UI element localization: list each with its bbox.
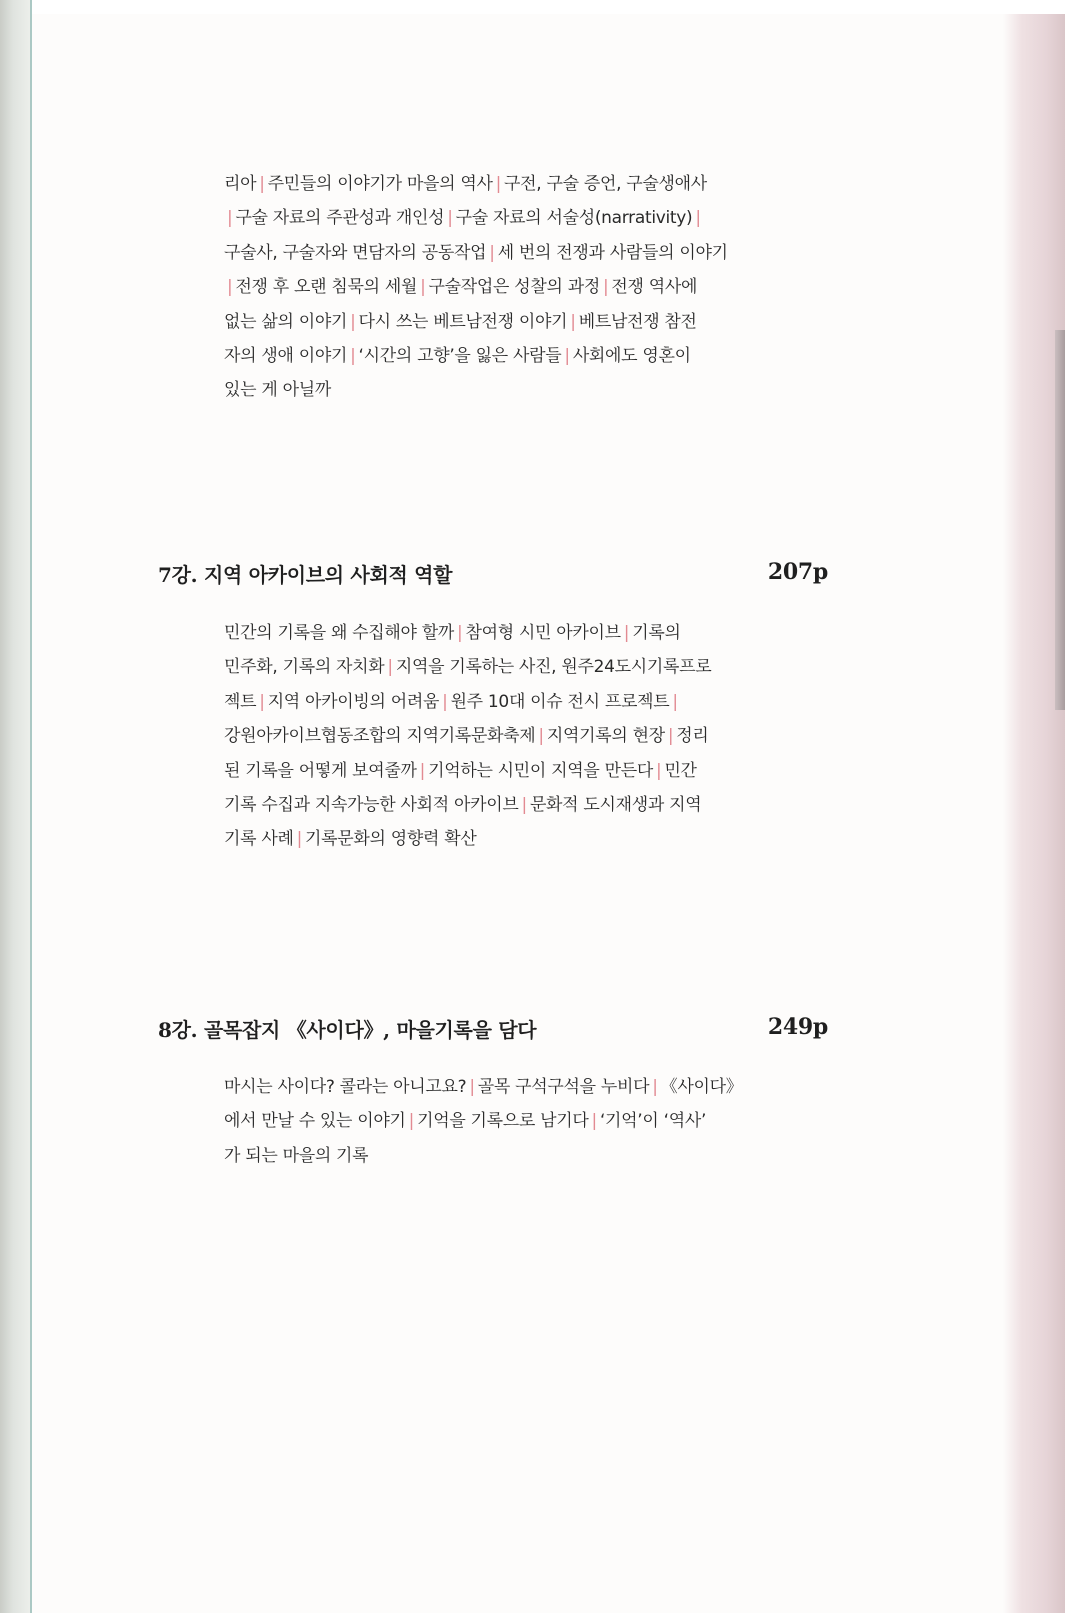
topic-text: ‘시간의 고향’을 잃은 사람들 <box>358 345 562 366</box>
topic-text: 지역기록의 현장 <box>546 726 665 747</box>
topic-text: 구술작업은 성찰의 과정 <box>428 277 600 298</box>
topic-text: 없는 삶의 이야기 <box>224 311 348 332</box>
separator-bar: | <box>538 726 544 747</box>
separator-bar: | <box>259 691 265 712</box>
topic-text: 기억을 기록으로 남기다 <box>417 1111 589 1132</box>
topic-text: 지역 아카이빙의 어려움 <box>267 691 440 712</box>
topic-line <box>224 270 824 304</box>
topic-text: 에서 만날 수 있는 이야기 <box>224 1111 406 1132</box>
scan-right-shadow <box>1055 330 1065 710</box>
topic-text: 전쟁 역사에 <box>611 277 698 298</box>
topic-text: 《사이다》 <box>660 1077 743 1097</box>
topic-text: 골목 구석구석을 누비다 <box>477 1077 650 1097</box>
separator-bar: | <box>387 657 393 678</box>
separator-bar: | <box>521 794 527 815</box>
separator-bar: | <box>656 760 662 781</box>
topic-text: ‘기억’이 ‘역사’ <box>599 1111 707 1132</box>
topic-text: 구술사, 구술자와 면담자의 공동작업 <box>224 242 487 263</box>
separator-bar: | <box>652 1077 658 1097</box>
topic-text: 원주 10대 이슈 전시 프로젝트 <box>450 691 670 712</box>
topic-text: 가 되는 마을의 기록 <box>224 1145 369 1166</box>
scan-right-edge <box>1003 14 1065 1613</box>
separator-bar: | <box>469 1077 475 1097</box>
topic-line <box>224 1139 824 1173</box>
topic-text: 기억하는 시민이 지역을 만든다 <box>428 760 653 781</box>
topic-line <box>224 754 824 788</box>
topic-text: 민간 <box>664 760 697 781</box>
separator-bar: | <box>259 174 265 194</box>
topic-text: 지역을 기록하는 사진, 원주24도시기록프로 <box>395 657 712 678</box>
separator-bar: | <box>227 277 233 298</box>
separator-bar: | <box>442 691 448 712</box>
topic-line <box>224 719 824 753</box>
chapter-7-page-number: 207p <box>767 559 828 585</box>
topic-text: 주민들의 이야기가 마을의 역사 <box>267 174 493 194</box>
scan-left-edge-line <box>30 0 32 1613</box>
topic-text: 문화적 도시재생과 지역 <box>529 794 702 815</box>
separator-bar: | <box>350 345 356 366</box>
topic-line <box>224 650 824 684</box>
chapter-7-heading <box>158 555 828 591</box>
separator-bar: | <box>591 1111 597 1132</box>
topic-text: 사회에도 영혼이 <box>572 345 691 366</box>
topic-text: 리아 <box>224 174 257 194</box>
separator-bar: | <box>419 760 426 781</box>
topic-text: 민주화, 기록의 자치화 <box>224 657 385 678</box>
separator-bar: | <box>672 691 678 712</box>
chapter-7-topic-list <box>224 616 824 857</box>
topic-line <box>224 373 824 407</box>
separator-bar: | <box>296 829 303 850</box>
topic-line <box>224 305 824 339</box>
separator-bar: | <box>667 726 674 747</box>
topic-text: 있는 게 아닐까 <box>224 380 331 401</box>
topic-line <box>224 788 824 822</box>
topic-text: 강원아카이브협동조합의 지역기록문화축제 <box>224 726 536 747</box>
topic-text: 참여형 시민 아카이브 <box>465 623 621 643</box>
chapter-8-heading <box>158 1010 828 1046</box>
separator-bar: | <box>408 1111 415 1132</box>
topic-line <box>224 339 824 373</box>
topic-line <box>224 685 824 719</box>
scan-left-edge <box>0 0 32 1613</box>
topic-text: 기록 사례 <box>224 829 294 850</box>
topic-line <box>224 1104 824 1138</box>
separator-bar: | <box>420 277 426 298</box>
topic-text: 기록문화의 영향력 확산 <box>305 829 477 850</box>
topic-text: 구술 자료의 서술성(narrativity) <box>455 208 693 229</box>
topic-text: 기록 수집과 지속가능한 사회적 아카이브 <box>224 794 519 815</box>
separator-bar: | <box>227 208 233 229</box>
topic-line <box>224 201 824 235</box>
separator-bar: | <box>489 242 495 263</box>
topic-text: 구전, 구술 증언, 구술생애사 <box>504 174 707 194</box>
topic-text: 전쟁 후 오랜 침묵의 세월 <box>235 277 418 298</box>
topic-line <box>224 616 824 650</box>
intro-topic-list <box>224 167 824 408</box>
topic-text: 세 번의 전쟁과 사람들의 이야기 <box>497 242 728 263</box>
separator-bar: | <box>564 345 570 366</box>
separator-bar: | <box>623 623 630 643</box>
separator-bar: | <box>602 277 609 298</box>
chapter-8-page-number: 249p <box>767 1014 828 1040</box>
topic-line <box>224 236 824 270</box>
chapter-8-title: 8강. 골목잡지 《사이다》, 마을기록을 담다 <box>158 1018 537 1042</box>
topic-text: 정리 <box>676 726 709 747</box>
topic-text: 마시는 사이다? 콜라는 아니고요? <box>224 1077 467 1097</box>
separator-bar: | <box>447 208 453 229</box>
topic-text: 민간의 기록을 왜 수집해야 할까 <box>224 623 455 643</box>
topic-text: 기록의 <box>632 623 681 643</box>
chapter-7-title: 7강. 지역 아카이브의 사회적 역할 <box>158 563 453 587</box>
separator-bar: | <box>695 208 701 229</box>
topic-text: 젝트 <box>224 691 257 712</box>
chapter-8-topic-list <box>224 1070 824 1173</box>
topic-text: 베트남전쟁 참전 <box>578 311 697 332</box>
topic-text: 된 기록을 어떻게 보여줄까 <box>224 760 417 781</box>
separator-bar: | <box>457 623 463 643</box>
topic-text: 다시 쓰는 베트남전쟁 이야기 <box>358 311 568 332</box>
scan-top-edge <box>0 0 1065 14</box>
separator-bar: | <box>570 311 576 332</box>
topic-text: 구술 자료의 주관성과 개인성 <box>235 208 445 229</box>
topic-line <box>224 167 824 201</box>
separator-bar: | <box>350 311 356 332</box>
topic-line <box>224 822 824 856</box>
topic-line <box>224 1070 824 1104</box>
topic-text: 자의 생애 이야기 <box>224 345 348 366</box>
separator-bar: | <box>495 174 502 194</box>
